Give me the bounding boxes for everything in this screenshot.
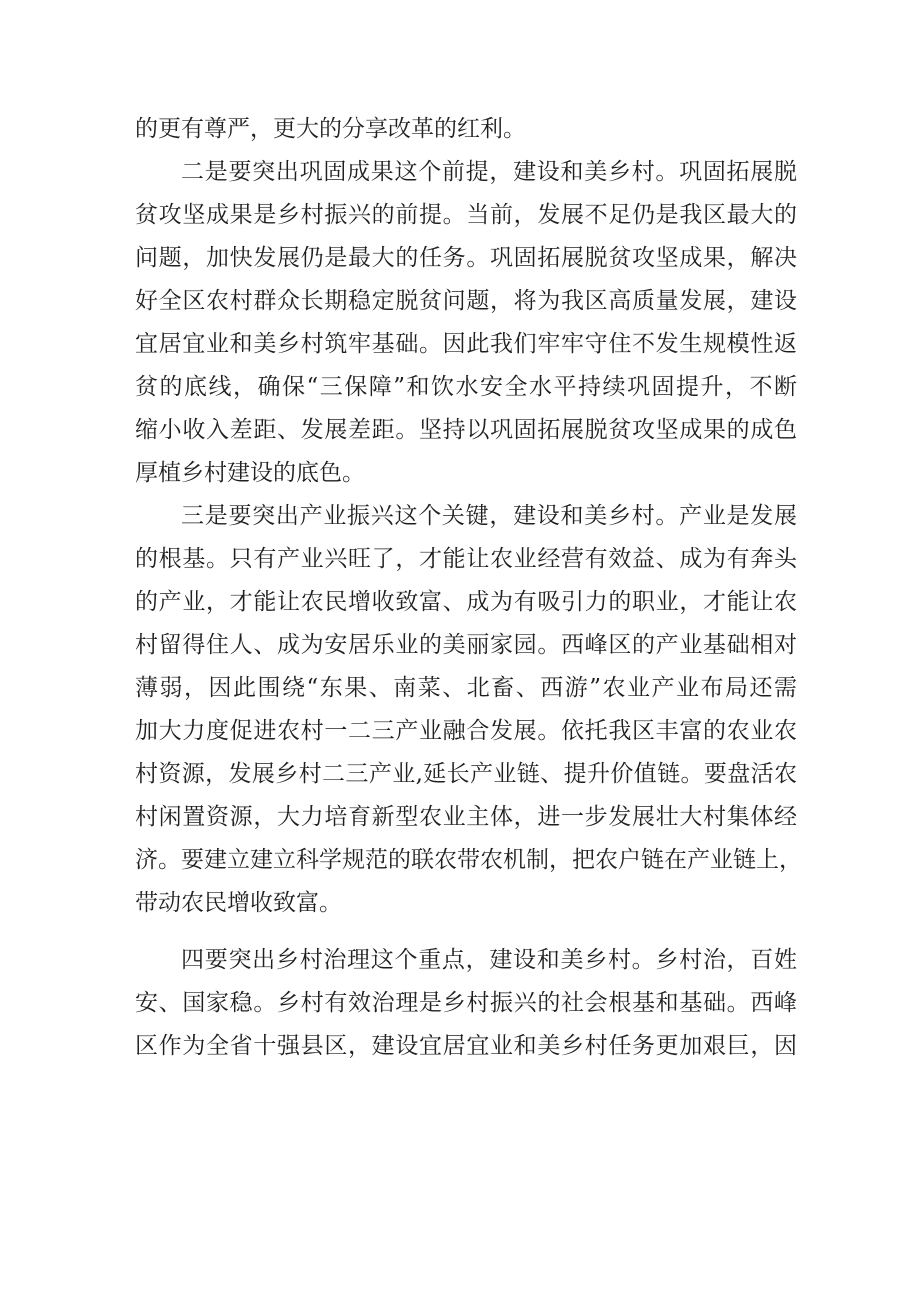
text-line: 村留得住人、成为安居乐业的美丽家园。西峰区的产业基础相对 [135, 632, 797, 658]
paragraph-rural-governance [135, 939, 797, 1068]
text-line: 的产业，才能让农民增收致富、成为有吸引力的职业，才能让农 [135, 589, 797, 615]
paragraph-consolidate-achievements [135, 151, 797, 495]
text-line: 带动农民增收致富。 [135, 890, 342, 916]
text-line: 三是要突出产业振兴这个关键，建设和美乡村。产业是发展 [181, 503, 797, 529]
text-line: 加大力度促进农村一二三产业融合发展。依托我区丰富的农业农 [135, 718, 797, 744]
text-line: 问题，加快发展仍是最大的任务。巩固拓展脱贫攻坚成果，解决 [135, 245, 797, 271]
text-line: 好全区农村群众长期稳定脱贫问题，将为我区高质量发展，建设 [135, 288, 797, 314]
text-line: 四要突出乡村治理这个重点，建设和美乡村。乡村治，百姓 [181, 947, 797, 973]
text-line: 的更有尊严，更大的分享改革的红利。 [135, 116, 526, 142]
paragraph-continuation [135, 108, 797, 151]
text-line: 二是要突出巩固成果这个前提，建设和美乡村。巩固拓展脱 [181, 159, 797, 185]
text-line: 贫攻坚成果是乡村振兴的前提。当前，发展不足仍是我区最大的 [135, 202, 797, 228]
paragraph-industry-revitalization [135, 495, 802, 925]
text-line: 缩小收入差距、发展差距。坚持以巩固拓展脱贫攻坚成果的成色 [135, 417, 797, 443]
text-line: 宜居宜业和美乡村筑牢基础。因此我们牢牢守住不发生规模性返 [135, 331, 797, 357]
text-line: 区作为全省十强县区，建设宜居宜业和美乡村任务更加艰巨，因 [135, 1033, 797, 1059]
text-line: 安、国家稳。乡村有效治理是乡村振兴的社会根基和基础。西峰 [135, 990, 797, 1016]
paragraph-spacing [135, 925, 797, 939]
document-body [135, 108, 802, 1068]
text-line: 的根基。只有产业兴旺了，才能让农业经营有效益、成为有奔头 [135, 546, 797, 572]
text-line: 村闲置资源，大力培育新型农业主体，进一步发展壮大村集体经 [135, 804, 797, 830]
text-line: 薄弱，因此围绕“东果、南菜、北畜、西游”农业产业布局还需 [135, 675, 797, 701]
text-line: 厚植乡村建设的底色。 [135, 460, 365, 486]
text-line: 济。要建立建立科学规范的联农带农机制，把农户链在产业链上， [135, 847, 802, 873]
text-line: 村资源，发展乡村二三产业,延长产业链、提升价值链。要盘活农 [135, 761, 797, 787]
text-line: 贫的底线，确保“三保障”和饮水安全水平持续巩固提升，不断 [135, 374, 797, 400]
